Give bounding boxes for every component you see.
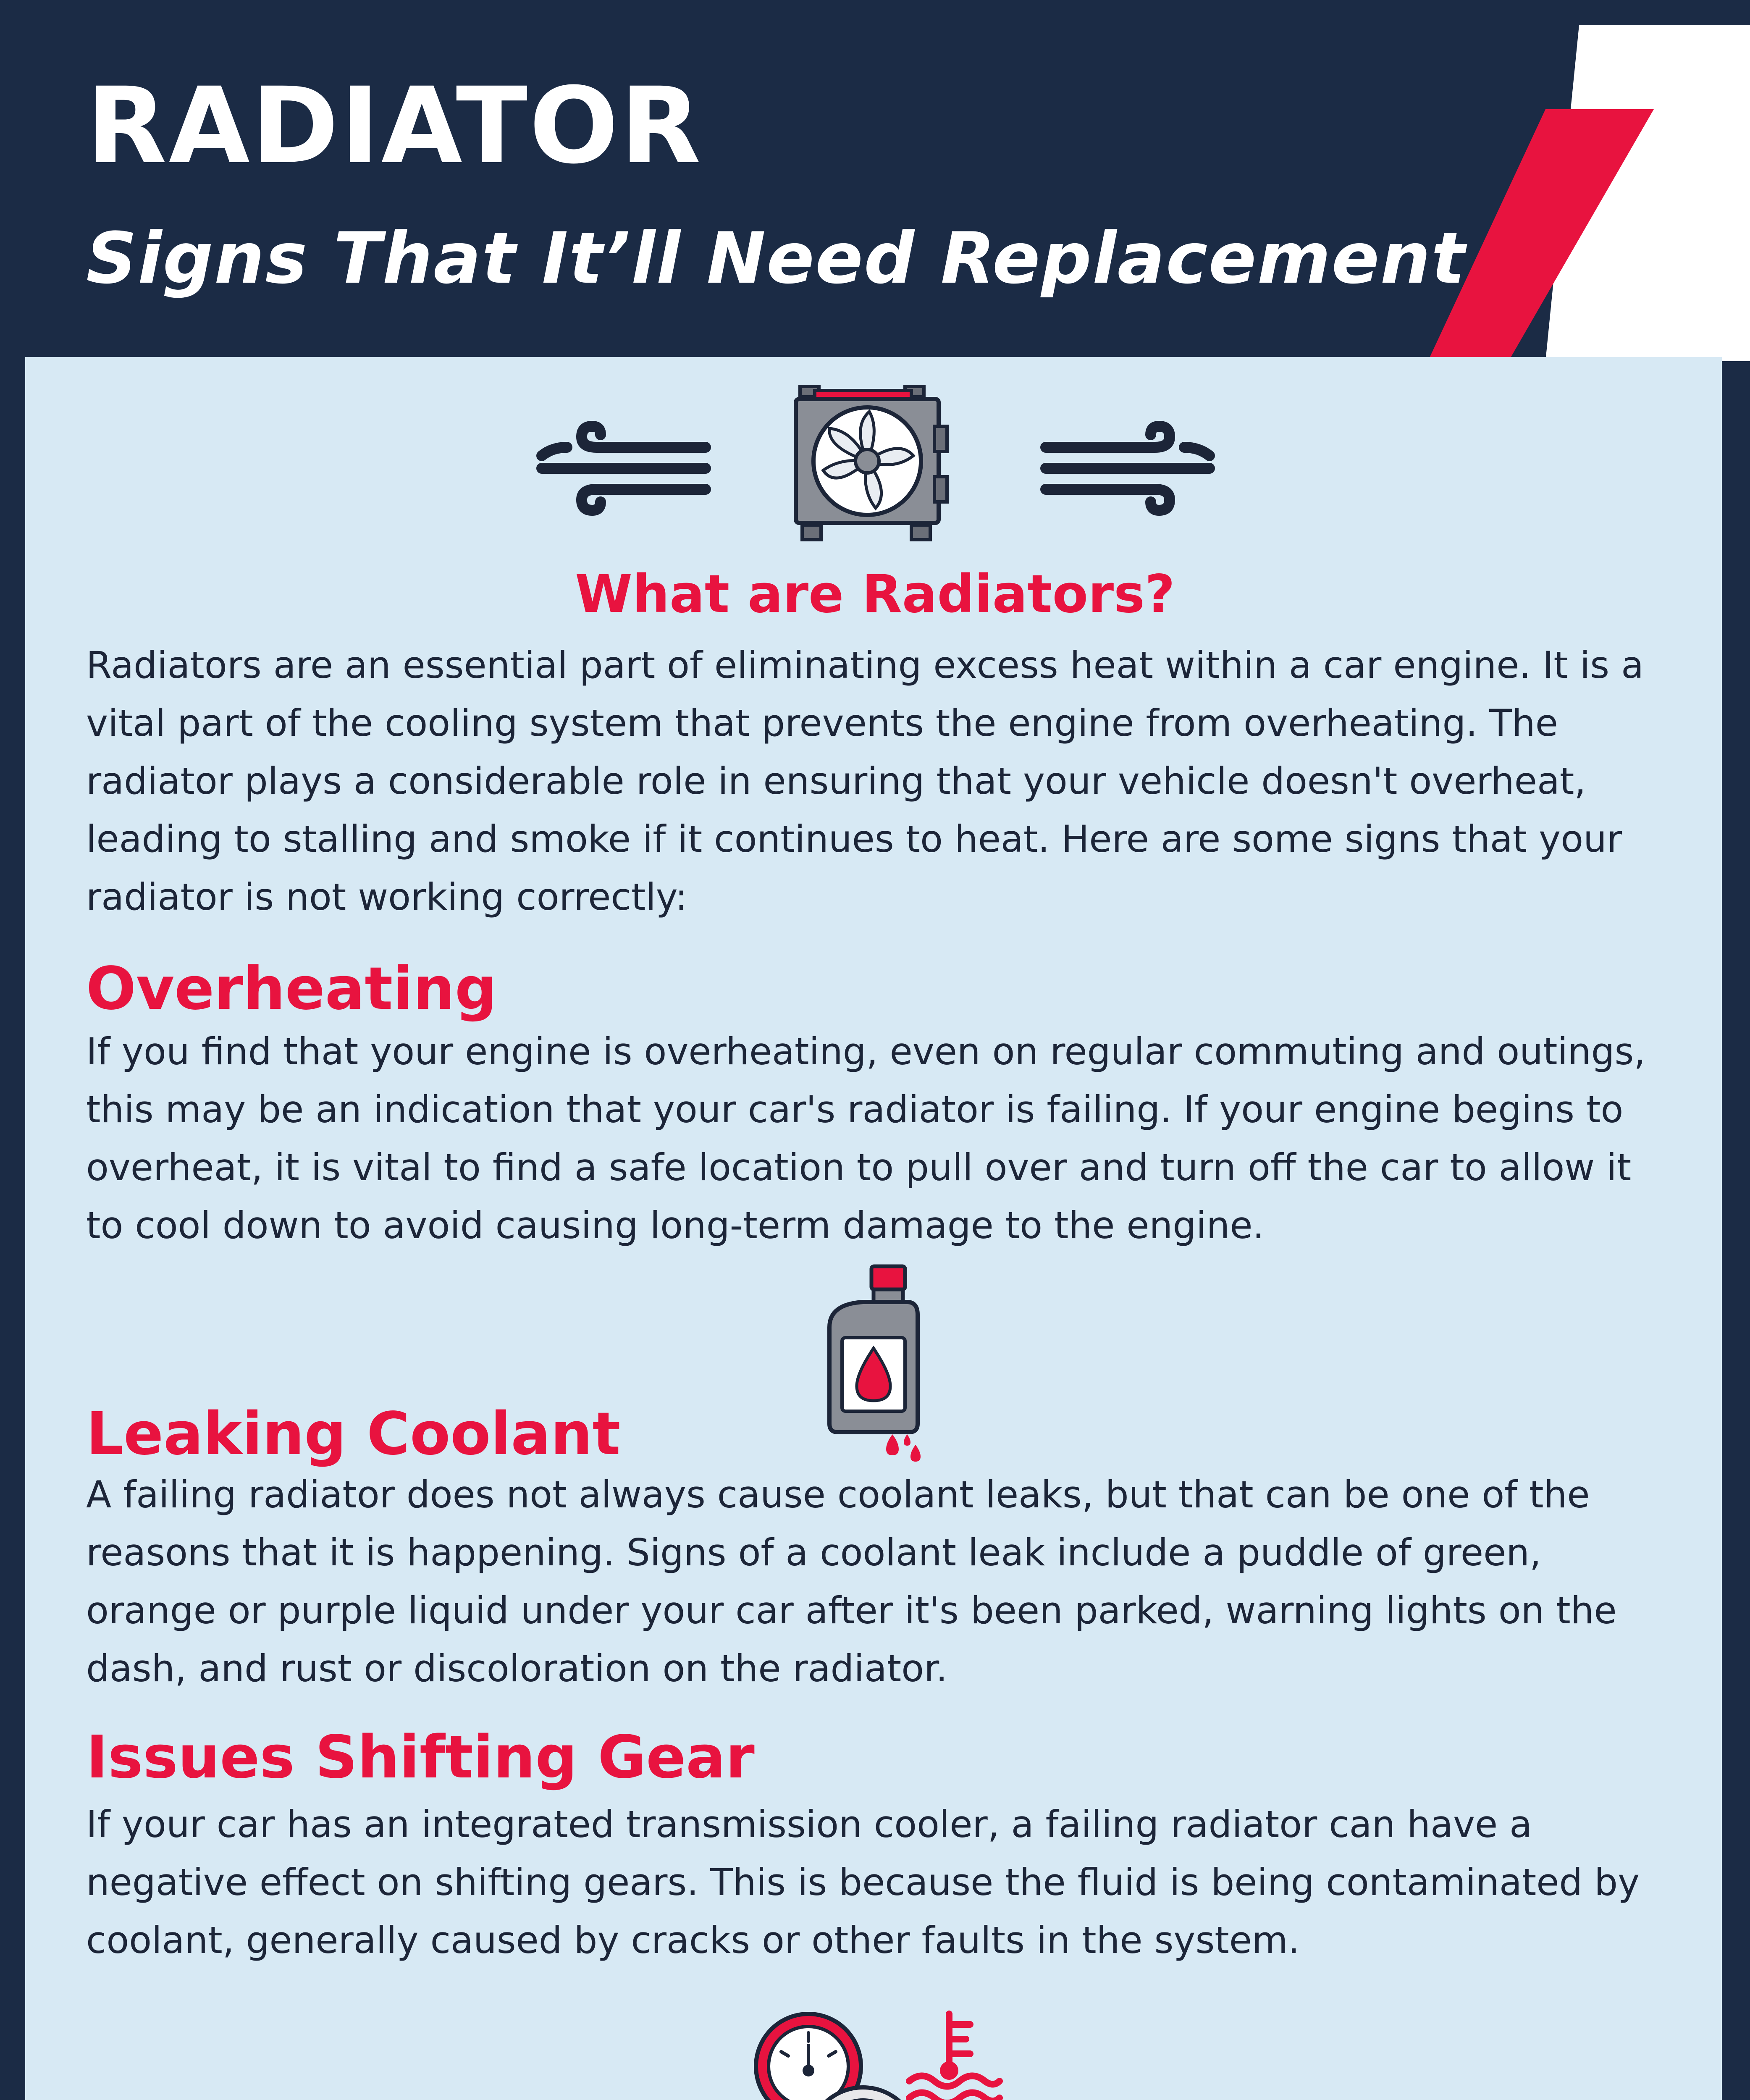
section-heading-issues-shifting-gear: Issues Shifting Gear [86, 1723, 755, 1792]
page-title: RADIATOR [86, 65, 703, 187]
intro-heading: What are Radiators? [575, 564, 1175, 625]
wind-icon [533, 416, 714, 517]
page-subtitle: Signs That It’ll Need Replacement [86, 217, 1466, 299]
gauges-icon [748, 2008, 924, 2100]
intro-body: Radiators are an essential part of eliminating excess heat within a car engine. It is a vital part of the cooling system that prevents the engine from overheating. The radiator plays a considerable role in ensuring that your vehicle doesn't overheat, leading to stalling and smoke if it continues to heat. Here are some signs that your radiator is not working correctly: [86, 643, 1644, 919]
coolant-bottle-icon [823, 1264, 928, 1466]
radiator-fan-icon [790, 380, 949, 544]
section-body-issues-shifting-gear: If your car has an integrated transmission cooler, a failing radiator can have a negative effect on shifting gears. This is because the fluid is being contaminated by coolant, generally caused by cracks or other faults in the system. [86, 1803, 1640, 1962]
header [0, 0, 1750, 357]
section-body-leaking-coolant: A failing radiator does not always cause coolant leaks, but that can be one of the reasons that it is happening. Signs of a coolant leak include a puddle of green, orange or purple liquid under your car after it's been parked, warning lights on the dash, and rust or discoloration on the radiator. [86, 1473, 1617, 1690]
wind-icon [1037, 416, 1218, 517]
section-body-overheating: If you find that your engine is overheating, even on regular commuting and outings, this may be an indication that your car's radiator is failing. If your engine begins to overheat, it is vital to find a safe location to pull over and turn off the car to allow it to cool down to avoid causing long-term damage to the engine. [86, 1030, 1646, 1247]
section-heading-overheating: Overheating [86, 955, 497, 1023]
header-stripes-decoration [1377, 25, 1750, 361]
section-heading-leaking-coolant: Leaking Coolant [86, 1400, 621, 1468]
coolant-temperature-warning-icon [903, 2008, 1004, 2100]
